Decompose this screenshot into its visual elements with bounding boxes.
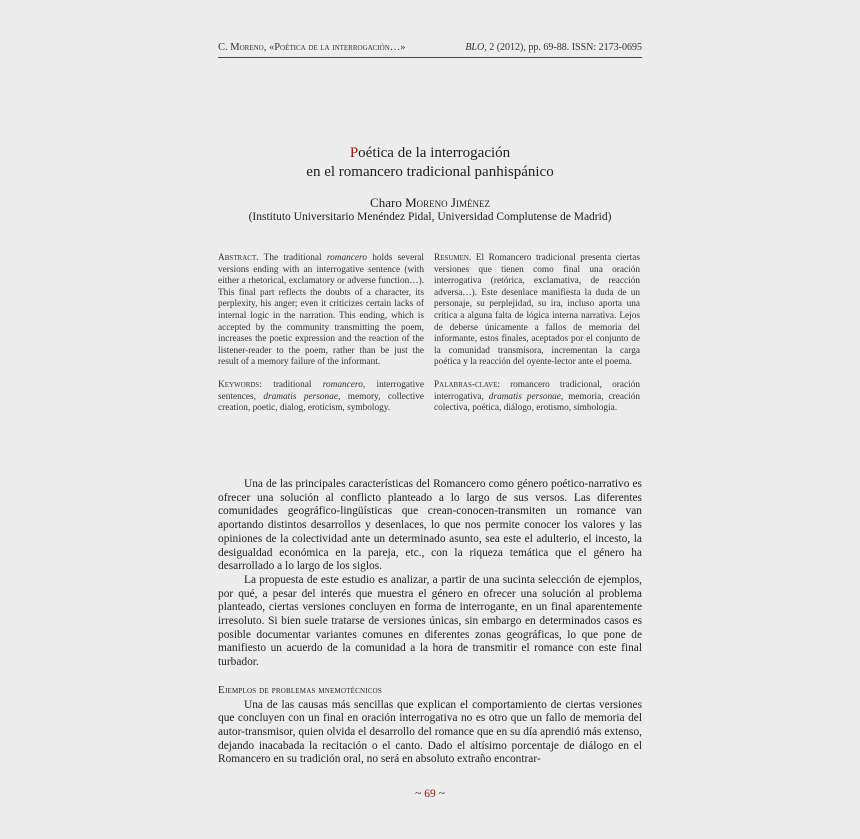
- running-header: [218, 42, 642, 58]
- author-last: Moreno Jiménez: [405, 195, 490, 210]
- header-left: [218, 42, 406, 53]
- keywords-english: [218, 380, 424, 415]
- abstract-en-text-1: The traditional: [258, 253, 327, 263]
- abstract-english-column: [218, 253, 424, 415]
- header-citation: , 2 (2012), pp. 69-88. ISSN: 2173-0695: [484, 42, 642, 53]
- keywords-en-text-1: traditional: [261, 379, 323, 390]
- abstract-spanish-column: [434, 253, 640, 415]
- author-affiliation: (Instituto Universitario Menéndez Pidal, Universidad Complutense de Madrid): [248, 211, 612, 223]
- keywords-es-text-2: , memoria, creación colectiva, poética, diálogo, erotismo, simbología.: [434, 391, 641, 414]
- keywords-en-text-3: , memory, collective creation, poetic, dialog, eroticism, symbology.: [218, 391, 424, 414]
- keywords-es-text-1: romancero tradicional, oración interrogativa,: [434, 379, 640, 402]
- header-author: C. Moreno: [218, 42, 264, 53]
- keywords-label: Keywords:: [218, 379, 262, 390]
- page-number-value: 69: [424, 788, 436, 800]
- article-body: [218, 478, 642, 767]
- page-number-left-tilde: ~: [415, 788, 425, 800]
- title-initial: P: [349, 145, 359, 161]
- article-title: [218, 144, 642, 182]
- header-separator: ,: [263, 42, 269, 53]
- body-paragraph-2: La propuesta de este estudio es analizar, a partir de una sucinta selección de ejemplos, por qué, a pesar del interés que muestra el género en ofrecer una solución al problema planteado, ciertas versiones concluyen en forma de interrogante, en un final aparentemente irresoluto. Si bien suele tratarse de versiones únicas, sin embargo en determinados casos es posible documentar variantes comunes en diferentes zonas geográficas, lo que pone de manifiesto un acuerdo de la comunidad a la hora de transmitir el romance con este final turbador.: [218, 573, 642, 669]
- abstract-es-text: El Romancero tradicional presenta ciertas versiones que tienen como final una oración interrogativa (retórica, exclamativa, de reacción adversa…). Este desenlace manifiesta la duda de un personaje, su perplejidad, su ira, incluso aporta una crítica a alguna falta de lógica interna narrativa. Lejos de deberse únicamente a fallos de memoria del informante, estos finales, aceptados por el conjunto de la comunidad transmisora, incrementan la carga poética y la reacción del oyente-lector ante el poema.: [434, 253, 640, 368]
- author-name: [218, 195, 642, 210]
- abstract-en-italic-1: romancero: [326, 253, 367, 263]
- keywords-spanish: [434, 380, 640, 415]
- keywords-es-italic-1: dramatis personae: [488, 391, 561, 402]
- author-first: Charo: [370, 195, 406, 210]
- keywords-en-italic-1: romancero: [322, 379, 363, 390]
- palabras-clave-label: Palabras-clave:: [434, 379, 500, 390]
- header-article-title: «Poética de la interrogación…»: [268, 42, 406, 53]
- section-heading: Ejemplos de problemas mnemotécnicos: [218, 684, 383, 696]
- header-journal: BLO: [465, 42, 485, 53]
- abstract-english: [218, 253, 424, 369]
- abstract-spanish: [434, 253, 640, 369]
- body-paragraph-3: Una de las causas más sencillas que explican el comportamiento de ciertas versiones que concluyen con un final en oración interrogativa no es otro que un fallo de memoria del autor-transmisor, quien olvida el desarrollo del romance que en su día aprendió más extenso, dejando inacabada la recitación o el canto. Dado el altísimo porcentaje de diálogo en el Romancero en su tradición oral, no será en absoluto extraño encontrar-: [218, 698, 642, 766]
- title-line-1: [218, 144, 642, 163]
- title-line-2: en el romancero tradicional panhispánico: [306, 164, 554, 180]
- abstract-en-text-2: holds several versions ending with an interrogative sentence (with either a rhetorical, exclamatory or adverse function…). This final part reflects the doubts of a character, its perplexity, his anger; even it criticizes certain lacks of internal logic in the narration. This ending, which is accepted by the community transmitting the poem, increases the poetic expression and the reaction of the listener-reader to the poem, rather than be just the result of a memory failure of the informant.: [218, 253, 425, 368]
- abstract-label: Abstract.: [218, 253, 259, 263]
- keywords-en-italic-2: dramatis personae: [263, 391, 338, 402]
- page-number: [218, 788, 642, 800]
- body-paragraph-1: Una de las principales características del Romancero como género poético-narrativo es ofrecer una solución al conflicto planteado a lo largo de sus versos. Las diferentes comunidades geográfico-lingüísticas que crean-conocen-transmiten un romance van aportando distintos desarrollos y desenlaces, lo que nos permite conocer los valores y las opiniones de la colectividad ante un determinado asunto, sea este el adulterio, el incesto, la desigualdad económica en la pareja, etc., con la riqueza temática que el género ha desarrollado a lo largo de los siglos.: [218, 478, 642, 573]
- page-number-right-tilde: ~: [435, 788, 445, 800]
- keywords-en-text-2: , interrogative sentences,: [218, 379, 424, 402]
- header-right: [465, 42, 642, 53]
- resumen-label: Resumen.: [434, 253, 472, 263]
- title-line-1-rest: oética de la interrogación: [358, 145, 511, 161]
